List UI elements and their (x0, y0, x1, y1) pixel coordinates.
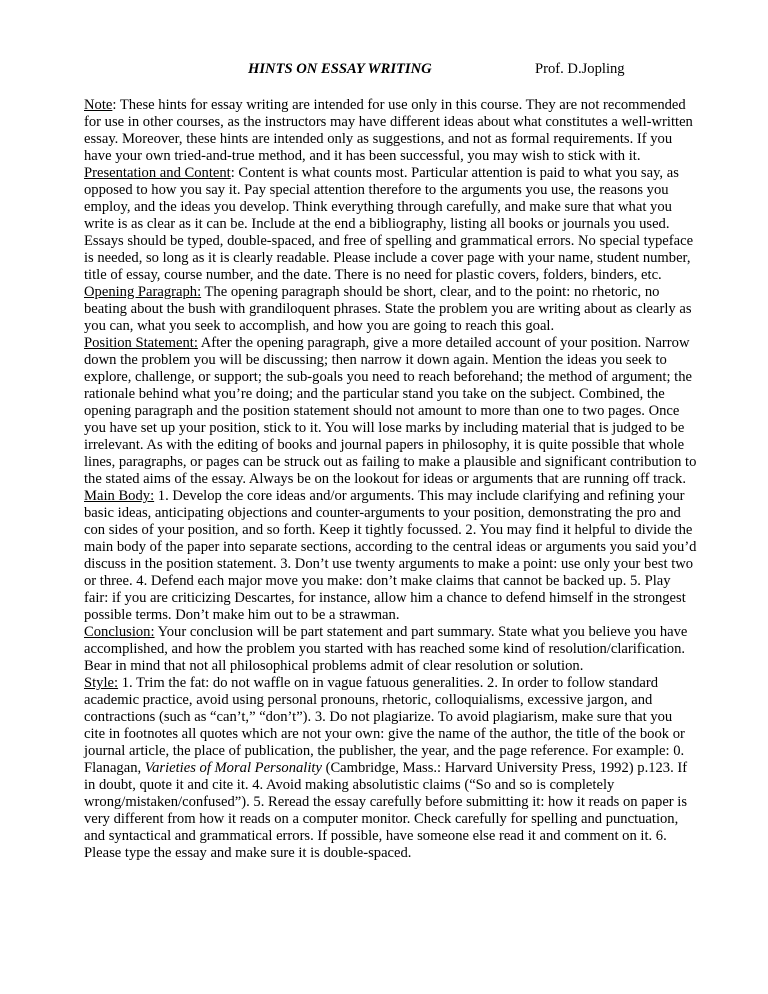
line-text: The opening paragraph should be short, clear, and to the point: no rhetoric, no (204, 284, 660, 300)
text-line (84, 335, 704, 352)
line-text: write is as clear as it can be. Include at the end a bibliography, listing all books or journals you used. (84, 216, 670, 232)
line-text: or three. 4. Defend each major move you make: don’t make claims that cannot be backed up. 5. Play (84, 573, 671, 589)
line-text: After the opening paragraph, give a more detailed account of your position. Narrow (200, 335, 690, 351)
line-text: accomplished, and how the problem you started with has reached some kind of resolution/clarification. (84, 641, 686, 657)
text-line (84, 607, 704, 624)
text-line (84, 352, 704, 369)
text-line (84, 199, 704, 216)
text-line (84, 267, 704, 284)
text-line (84, 471, 704, 488)
line-text: lines, paragraphs, or pages can be struck out as failing to make a plausible and significant contribution to (84, 454, 697, 470)
line-text: main body of the paper into separate sections, according to the central ideas or arguments you said you’d (84, 539, 697, 555)
text-line (84, 777, 704, 794)
line-text: and syntactical and grammatical errors. If possible, have someone else read it and comment on it. 6. (84, 828, 667, 844)
text-line (84, 811, 704, 828)
line-text: Flanagan, (84, 760, 145, 776)
text-line (84, 522, 704, 539)
line-text: academic practice, avoid using personal pronouns, rhetoric, colloquialisms, excessive jargon, and (84, 692, 653, 708)
line-text: con sides of your position, and so forth. Keep it tightly focussed. 2. You may find it helpful to divide the (84, 522, 693, 538)
text-line (84, 301, 704, 318)
line-text: Your conclusion will be part statement and part summary. State what you believe you have (157, 624, 688, 640)
line-text: discuss in the position statement. 3. Don’t use twenty arguments to make a point: use only your best two (84, 556, 694, 572)
text-line (84, 97, 704, 114)
line-text: cite in footnotes all quotes which are not your own: give the name of the author, the title of the book or (84, 726, 685, 742)
line-text: Please type the essay and make sure it is double-spaced. (84, 845, 412, 861)
section-heading: Note (84, 97, 113, 113)
line-text: Essays should be typed, double-spaced, and free of spelling and grammatical errors. No special typeface (84, 233, 694, 249)
line-text: rationale behind what you’re doing; and the particular stand you take on the subject. Combined, the (84, 386, 665, 402)
line-text: beating about the bush with grandiloquent phrases. State the problem you are writing about as clearly as (84, 301, 692, 317)
line-text: you have set up your position, stick to it. You will lose marks by including material that is judged to be (84, 420, 685, 436)
text-line (84, 505, 704, 522)
line-text: Bear in mind that not all philosophical problems admit of clear resolution or solution. (84, 658, 584, 674)
section-heading: Opening Paragraph: (84, 284, 202, 300)
text-line (84, 284, 704, 301)
text-line (84, 590, 704, 607)
line-text: irrelevant. As with the editing of books and journal papers in philosophy, it is quite possible that whole (84, 437, 685, 453)
text-line (84, 658, 704, 675)
line-text: title of essay, course number, and the date. There is no need for plastic covers, folders, binders, etc. (84, 267, 662, 283)
text-line (84, 794, 704, 811)
section-heading: Main Body: (84, 488, 155, 504)
section-heading: Position Statement: (84, 335, 198, 351)
line-text: opening paragraph and the position statement should not amount to more than one to two pages. Once (84, 403, 680, 419)
line-text: contractions (such as “can’t,” “don’t”). 3. Do not plagiarize. To avoid plagiarism, make sure that you (84, 709, 673, 725)
document-body (84, 97, 704, 862)
line-text: very different from how it reads on a computer monitor. Check carefully for spelling and punctuation, (84, 811, 679, 827)
line-text: for use in other courses, as the instructors may have different ideas about what constitutes a well-written (84, 114, 693, 130)
line-text: is needed, so long as it is clearly readable. Please include a cover page with your name, student number, (84, 250, 691, 266)
line-text: employ, and the ideas you develop. Think everything through carefully, and make sure that what you (84, 199, 672, 215)
text-line (84, 760, 704, 777)
line-text: wrong/mistaken/confused”). 5. Reread the essay carefully before submitting it: how it reads on paper is (84, 794, 688, 810)
line-text: you can, what you seek to accomplish, and how you are going to reach this goal. (84, 318, 555, 334)
text-line (84, 114, 704, 131)
section-position-statement (84, 335, 704, 488)
section-opening-paragraph (84, 284, 704, 335)
line-text: essay. Moreover, these hints are intended only as suggestions, and not as formal requirements. If you (84, 131, 673, 147)
line-text: explore, challenge, or support; the sub-goals you need to reach beforehand; the method of argument; the (84, 369, 693, 385)
line-text: have your own tried-and-true method, and it has been successful, you may wish to stick with it. (84, 148, 641, 164)
line-text: down the problem you will be discussing; then narrow it down again. Mention the ideas you seek to (84, 352, 667, 368)
text-line (84, 743, 704, 760)
line-text: 1. Trim the fat: do not waffle on in vague fatuous generalities. 2. In order to follow standard (121, 675, 659, 691)
line-text: 1. Develop the core ideas and/or arguments. This may include clarifying and refining your (157, 488, 685, 504)
text-line (84, 403, 704, 420)
text-line (84, 454, 704, 471)
line-text: : These hints for essay writing are intended for use only in this course. They are not recommended (112, 97, 686, 113)
section-heading: Presentation and Content (84, 165, 231, 181)
text-line (84, 369, 704, 386)
line-text: : Content is what counts most. Particular attention is paid to what you say, as (230, 165, 679, 181)
line-text: the stated aims of the essay. Always be on the lookout for ideas or arguments that are running off track. (84, 471, 686, 487)
text-line (84, 692, 704, 709)
text-line (84, 845, 704, 862)
text-line (84, 250, 704, 267)
text-line (84, 420, 704, 437)
section-note (84, 97, 704, 165)
text-line (84, 488, 704, 505)
text-line (84, 165, 704, 182)
text-line (84, 386, 704, 403)
text-line (84, 131, 704, 148)
text-line (84, 216, 704, 233)
text-line (84, 828, 704, 845)
text-line (84, 641, 704, 658)
section-main-body (84, 488, 704, 624)
section-presentation-and-content (84, 165, 704, 284)
text-line (84, 148, 704, 165)
text-line (84, 318, 704, 335)
section-style (84, 675, 704, 862)
book-title: Varieties of Moral Personality (144, 760, 322, 776)
text-line (84, 709, 704, 726)
author-name: Prof. D.Jopling (535, 61, 625, 77)
text-line (84, 624, 704, 641)
line-text: possible terms. Don’t make him out to be a strawman. (84, 607, 400, 623)
line-text: opposed to how you say it. Pay special attention therefore to the arguments you use, the reasons you (84, 182, 669, 198)
line-text: journal article, the place of publication, the publisher, the year, and the page reference. For example: 0. (84, 743, 685, 759)
text-line (84, 573, 704, 590)
text-line (84, 726, 704, 743)
section-heading: Conclusion: (84, 624, 155, 640)
text-line (84, 675, 704, 692)
text-line (84, 556, 704, 573)
text-line (84, 182, 704, 199)
line-text: in doubt, quote it and cite it. 4. Avoid making absolutistic claims (“So and so is completely (84, 777, 615, 793)
line-text: (Cambridge, Mass.: Harvard University Press, 1992) p.123. If (321, 760, 688, 776)
line-text: fair: if you are criticizing Descartes, for instance, allow him a chance to defend himself in the strongest (84, 590, 686, 606)
section-conclusion (84, 624, 704, 675)
text-line (84, 233, 704, 250)
text-line (84, 437, 704, 454)
document-title: HINTS ON ESSAY WRITING (248, 61, 432, 77)
section-heading: Style: (84, 675, 119, 691)
text-line (84, 539, 704, 556)
line-text: basic ideas, anticipating objections and counter-arguments to your position, demonstrating the pro and (84, 505, 681, 521)
